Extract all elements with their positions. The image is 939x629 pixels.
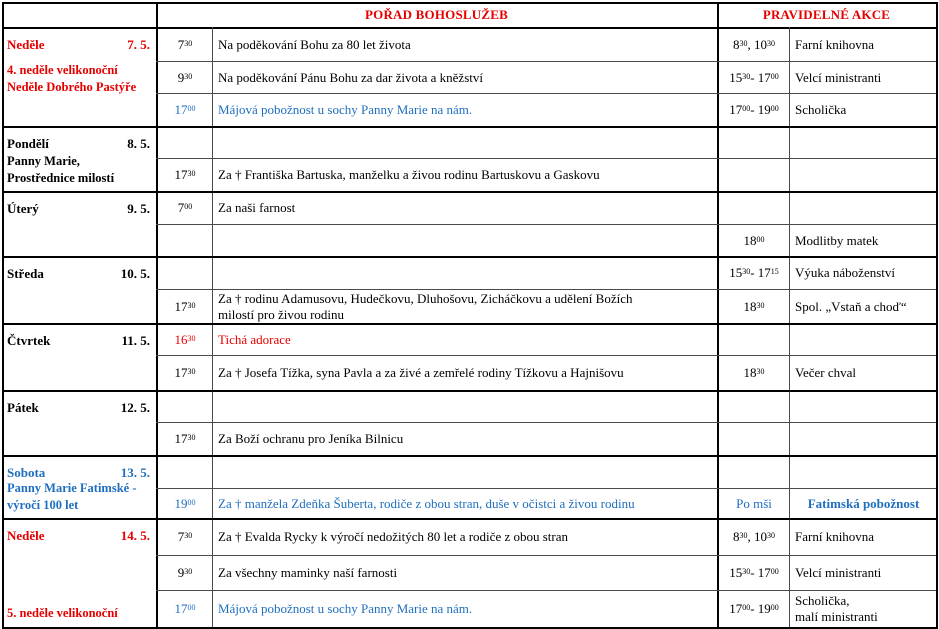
- event-name: Farní knihovna: [795, 36, 875, 52]
- event-name: [791, 391, 936, 422]
- day-name: Sobota: [7, 465, 46, 480]
- event-name: Velcí ministranti: [795, 69, 882, 85]
- service-intention: [214, 225, 717, 256]
- event-time: [719, 192, 789, 224]
- service-time: 16 $^{30}$: [174, 331, 196, 347]
- event-time: 15 $^{30}$ - 17 $^{00}$: [729, 69, 779, 85]
- service-time: 7 $^{30}$: [177, 36, 193, 52]
- service-intention: Za všechny maminky naší farnosti: [218, 565, 398, 580]
- day-subtitle: 5. neděle velikonoční: [7, 606, 118, 620]
- day-subtitle: 4. neděle velikonoční Neděle Dobrého Pastýře: [7, 63, 137, 94]
- day-name: Neděle: [7, 528, 45, 543]
- service-time: 17 $^{30}$: [174, 431, 196, 446]
- event-name: Fatimská pobožnost: [807, 495, 920, 511]
- event-time: 18 $^{00}$: [743, 232, 765, 248]
- event-name: Večer chval: [795, 365, 856, 380]
- day-cell: [2, 126, 156, 191]
- event-name: [791, 159, 936, 191]
- grid-top-border: [2, 2, 938, 4]
- day-cell: [2, 518, 156, 627]
- event-time: 17 $^{00}$ - 19 $^{00}$: [729, 102, 779, 117]
- event-time: 18 $^{30}$: [743, 298, 765, 314]
- event-name: Spol. „Vstaň a choď“: [795, 298, 907, 314]
- service-time: 17 $^{00}$: [174, 601, 196, 616]
- day-name: Pátek: [7, 400, 39, 415]
- grid-event-time-divider: [789, 27, 790, 627]
- event-name: [791, 127, 936, 158]
- service-time: 9 $^{30}$: [177, 565, 193, 580]
- service-intention: [214, 456, 717, 488]
- service-time: [158, 225, 212, 256]
- event-time: [719, 423, 789, 455]
- event-time: [719, 159, 789, 191]
- day-cell: [2, 27, 156, 126]
- event-time: [719, 324, 789, 355]
- event-name: Výuka náboženství: [795, 265, 896, 280]
- day-cell: [2, 256, 156, 323]
- day-cell: [2, 191, 156, 256]
- service-time: 17 $^{30}$: [174, 298, 196, 314]
- service-time: [158, 391, 212, 422]
- service-intention: [214, 127, 717, 158]
- service-time: [158, 257, 212, 289]
- service-time: 7 $^{30}$: [177, 529, 193, 544]
- service-intention: [214, 391, 717, 422]
- service-intention: Tichá adorace: [218, 331, 291, 347]
- event-name: [791, 423, 936, 455]
- event-time: 8 $^{30}$ , 10 $^{30}$: [733, 529, 775, 544]
- day-date: 14. 5.: [120, 528, 150, 543]
- service-time: 17 $^{00}$: [174, 102, 196, 117]
- event-time: [719, 127, 789, 158]
- service-intention: Za † rodinu Adamusovu, Hudečkovu, Dluhošovu, Zicháčkovu a udělení Božích milostí pro živou rodinu: [218, 290, 633, 322]
- event-name: [791, 192, 936, 224]
- services-header: POŘAD BOHOSLUŽEB: [365, 6, 508, 22]
- day-date: 10. 5.: [120, 266, 150, 281]
- day-date: 9. 5.: [127, 201, 150, 216]
- events-header: PRAVIDELNÉ AKCE: [762, 6, 891, 22]
- event-name: Scholička, malí ministranti: [795, 593, 878, 624]
- day-name: Čtvrtek: [7, 333, 51, 348]
- service-intention: Na poděkování Pánu Bohu za dar života a kněžství: [218, 69, 483, 85]
- event-name: Farní knihovna: [795, 529, 875, 544]
- event-name: Scholička: [795, 102, 847, 117]
- grid-right-border: [936, 2, 938, 629]
- service-time: 7 $^{00}$: [177, 200, 193, 215]
- day-date: 13. 5.: [120, 465, 150, 480]
- service-intention: [214, 257, 717, 289]
- day-name: Úterý: [7, 201, 39, 216]
- event-time: 17 $^{00}$ - 19 $^{00}$: [729, 601, 779, 616]
- grid-time-divider: [212, 27, 213, 627]
- service-intention: Májová pobožnost u sochy Panny Marie na nám.: [218, 601, 473, 616]
- day-subtitle: Panny Marie Fatimské - výročí 100 let: [7, 481, 137, 512]
- day-date: 7. 5.: [127, 37, 150, 52]
- day-cell: [2, 390, 156, 455]
- event-name: [791, 324, 936, 355]
- event-time: [719, 456, 789, 488]
- service-intention: Za naši farnost: [218, 200, 296, 215]
- day-date: 12. 5.: [120, 400, 150, 415]
- day-cell: [2, 455, 156, 518]
- service-intention: Za † Evalda Rycky k výročí nedožitých 80 let a rodiče z obou stran: [218, 529, 569, 544]
- day-subtitle: Panny Marie, Prostřednice milostí: [7, 154, 115, 185]
- event-time: 8 $^{30}$ , 10 $^{30}$: [733, 36, 775, 52]
- service-time: 19 $^{00}$: [174, 495, 196, 511]
- event-time: 15 $^{30}$ - 17 $^{00}$: [729, 565, 779, 580]
- service-time: 17 $^{30}$: [174, 365, 196, 380]
- event-time: 15 $^{30}$ - 17 $^{15}$: [729, 265, 779, 280]
- event-name: Velcí ministranti: [795, 565, 882, 580]
- day-name: Neděle: [7, 37, 45, 52]
- service-time: [158, 456, 212, 488]
- service-intention: Za † Josefa Tížka, syna Pavla a za živé a zemřelé rodiny Tížkovu a Hajnišovu: [218, 365, 624, 380]
- day-date: 11. 5.: [121, 333, 150, 348]
- service-intention: Za † Františka Bartuska, manželku a živou rodinu Bartuskovu a Gaskovu: [218, 167, 600, 182]
- event-time: Po mši: [736, 495, 772, 511]
- event-name: [791, 456, 936, 488]
- service-time: [158, 127, 212, 158]
- event-name: Modlitby matek: [795, 232, 879, 248]
- service-intention: Na poděkování Bohu za 80 let života: [218, 36, 411, 52]
- service-intention: Za † manžela Zdeňka Šuberta, rodiče z obou stran, duše v očistci a živou rodinu: [218, 495, 635, 511]
- service-intention: Za Boží ochranu pro Jeníka Bilnicu: [218, 431, 404, 446]
- service-time: 9 $^{30}$: [177, 69, 193, 85]
- event-time: 18 $^{30}$: [743, 365, 765, 380]
- day-name: Středa: [7, 266, 44, 281]
- event-time: [719, 391, 789, 422]
- day-name: Pondělí: [7, 136, 49, 151]
- day-date: 8. 5.: [127, 136, 150, 151]
- service-time: 17 $^{30}$: [174, 167, 196, 182]
- day-cell: [2, 323, 156, 390]
- service-intention: Májová pobožnost u sochy Panny Marie na nám.: [218, 102, 473, 117]
